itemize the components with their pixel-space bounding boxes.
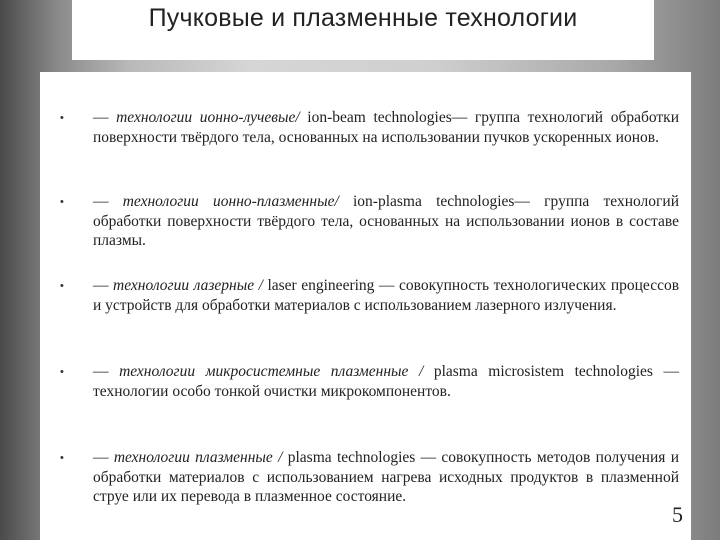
item-text [93, 108, 679, 147]
content-area [40, 72, 691, 540]
bullet-icon: • [60, 196, 64, 208]
bullet-icon: • [60, 452, 64, 464]
item-dash: — [93, 449, 114, 466]
item-term: технологии лазерные / [113, 277, 263, 294]
bullet-icon: • [60, 280, 64, 292]
item-description: ion-plasma technologies— группа технологий обработки поверхности твёрдого тела, основанных на использовании ионов в составе плазмы. [93, 193, 679, 249]
slide-title: Пучковые и плазменные технологии [148, 4, 578, 32]
item-description: plasma technologies — совокупность методов получения и обработки материалов с использованием нагрева исходных продуктов в плазменной струе или их перевода в плазменное состояние. [93, 449, 679, 505]
item-description: plasma microsistem technologies — технологии особо тонкой очистки микрокомпонентов. [93, 363, 679, 400]
item-text [93, 192, 679, 251]
bullet-icon: • [60, 112, 64, 124]
item-dash: — [93, 277, 114, 294]
item-dash: — [93, 193, 123, 210]
item-description: ion-beam technologies— группа технологий обработки поверхности твёрдого тела, основанных на использовании пучков ускоренных ионов. [93, 109, 679, 146]
item-dash: — [93, 363, 120, 380]
item-text [93, 362, 679, 401]
item-term: технологии микросистемные плазменные / [119, 363, 424, 380]
item-dash: — [93, 109, 117, 126]
item-term: технологии плазменные / [113, 449, 283, 466]
item-description: laser engineering — совокупность технологических процессов и устройств для обработки материалов с использованием лазерного излучения. [93, 277, 680, 314]
item-text [93, 448, 679, 507]
item-term: технологии ионно-плазменные/ [122, 193, 339, 210]
item-term: технологии ионно-лучевые/ [116, 109, 300, 126]
page-number: 5 [672, 502, 683, 527]
title-box [72, 0, 654, 60]
bullet-icon: • [60, 366, 64, 378]
item-text [93, 276, 679, 315]
